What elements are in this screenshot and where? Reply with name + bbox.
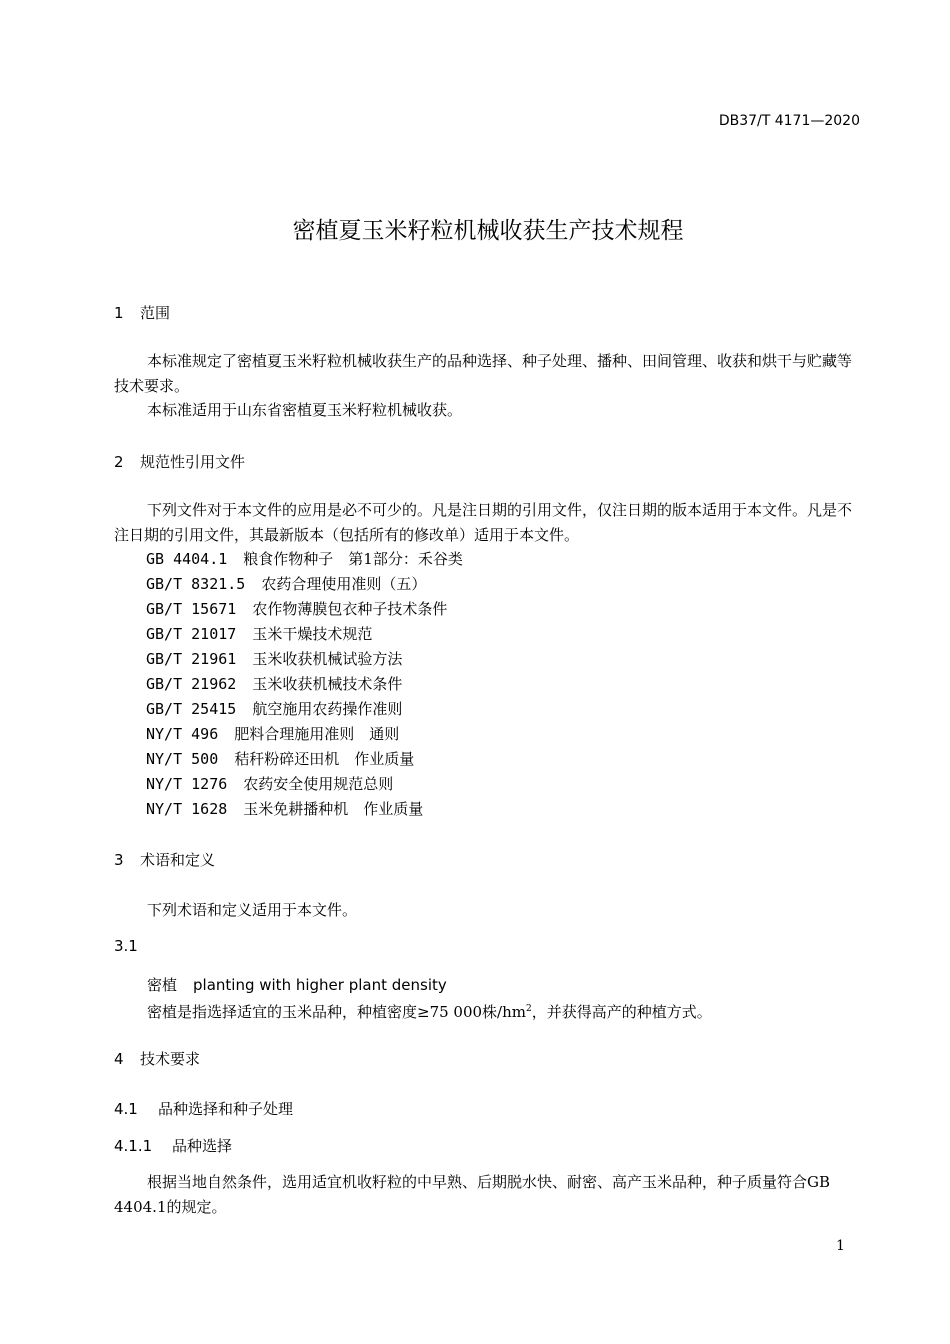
- reference-item: [146, 798, 423, 819]
- term-chinese: 密植: [147, 976, 178, 994]
- section-number: 4: [114, 1050, 124, 1068]
- reference-code: GB/T 21961: [146, 650, 237, 668]
- subsection-4-1-1-heading: [114, 1135, 232, 1156]
- reference-item: [146, 773, 393, 794]
- reference-name: 玉米收获机械技术条件: [252, 675, 403, 693]
- subsection-4-1-heading: [114, 1098, 293, 1119]
- reference-name: 玉米干燥技术规范: [252, 625, 373, 643]
- section-title: 规范性引用文件: [140, 453, 246, 471]
- reference-name: 航空施用农药操作准则: [252, 700, 403, 718]
- definition-text-end: ，并获得高产的种植方式。: [531, 1003, 712, 1021]
- reference-code: GB/T 21017: [146, 625, 237, 643]
- document-title: 密植夏玉米籽粒机械收获生产技术规程: [292, 218, 684, 244]
- reference-code: GB/T 21962: [146, 675, 237, 693]
- reference-code: GB/T 25415: [146, 700, 237, 718]
- reference-item: [146, 648, 402, 669]
- reference-code: GB 4404.1: [146, 550, 228, 568]
- subsection-title: 品种选择: [172, 1137, 233, 1155]
- reference-name: 农药合理使用准则（五）: [261, 575, 427, 593]
- definition-text: 密植是指选择适宜的玉米品种，种植密度≥75 000株/hm: [147, 1003, 526, 1021]
- term-definition: [147, 997, 712, 1025]
- reference-item: [146, 748, 414, 769]
- page-number: 1: [836, 1238, 845, 1254]
- section-3-heading: [114, 849, 215, 870]
- subsection-title: 品种选择和种子处理: [158, 1100, 294, 1118]
- section-4-heading: [114, 1048, 200, 1069]
- reference-name: 肥料合理施用准则 通则: [234, 725, 400, 743]
- section-2-heading: [114, 451, 245, 472]
- reference-item: [146, 548, 463, 569]
- reference-code: NY/T 500: [146, 750, 219, 768]
- definition-superscript: 2: [526, 1004, 532, 1014]
- reference-name: 农药安全使用规范总则: [243, 775, 394, 793]
- reference-code: NY/T 1276: [146, 775, 228, 793]
- section-title: 术语和定义: [140, 851, 216, 869]
- term-number: 3.1: [114, 937, 138, 955]
- section-number: 1: [114, 304, 124, 322]
- section-2-paragraph-1: [114, 498, 862, 548]
- section-title: 技术要求: [140, 1050, 201, 1068]
- document-code: DB37/T 4171—2020: [718, 113, 860, 129]
- reference-item: [146, 573, 426, 594]
- paragraph-text: 下列文件对于本文件的应用是必不可少的。凡是注日期的引用文件，仅注日期的版本适用于本文件。凡是不注日期的引用文件，其最新版本（包括所有的修改单）适用于本文件。: [114, 501, 853, 544]
- subsection-number: 4.1: [114, 1100, 138, 1118]
- section-title: 范围: [140, 304, 171, 322]
- section-number: 2: [114, 453, 124, 471]
- section-1-paragraph-1: [114, 349, 862, 399]
- reference-name: 玉米免耕播种机 作业质量: [243, 800, 424, 818]
- reference-code: GB/T 8321.5: [146, 575, 246, 593]
- reference-name: 玉米收获机械试验方法: [252, 650, 403, 668]
- section-3-paragraph-1: 下列术语和定义适用于本文件。: [147, 901, 358, 919]
- reference-code: GB/T 15671: [146, 600, 237, 618]
- term-english: planting with higher plant density: [193, 976, 447, 994]
- reference-item: [146, 698, 402, 719]
- section-1-paragraph-2: 本标准适用于山东省密植夏玉米籽粒机械收获。: [147, 401, 463, 419]
- reference-code: NY/T 496: [146, 725, 219, 743]
- term-entry: [147, 974, 447, 995]
- section-4-1-1-paragraph: [114, 1170, 862, 1220]
- section-number: 3: [114, 851, 124, 869]
- paragraph-text: 根据当地自然条件，选用适宜机收籽粒的中早熟、后期脱水快、耐密、高产玉米品种，种子质量符合GB 4404.1的规定。: [114, 1173, 831, 1216]
- reference-name: 秸秆粉碎还田机 作业质量: [234, 750, 415, 768]
- reference-code: NY/T 1628: [146, 800, 228, 818]
- section-1-heading: [114, 302, 170, 323]
- reference-name: 农作物薄膜包衣种子技术条件: [252, 600, 448, 618]
- reference-name: 粮食作物种子 第1部分：禾谷类: [243, 550, 463, 568]
- reference-item: [146, 673, 402, 694]
- reference-item: [146, 723, 399, 744]
- reference-item: [146, 623, 372, 644]
- reference-item: [146, 598, 447, 619]
- subsection-number: 4.1.1: [114, 1137, 153, 1155]
- paragraph-text: 本标准规定了密植夏玉米籽粒机械收获生产的品种选择、种子处理、播种、田间管理、收获和烘干与贮藏等技术要求。: [114, 352, 853, 395]
